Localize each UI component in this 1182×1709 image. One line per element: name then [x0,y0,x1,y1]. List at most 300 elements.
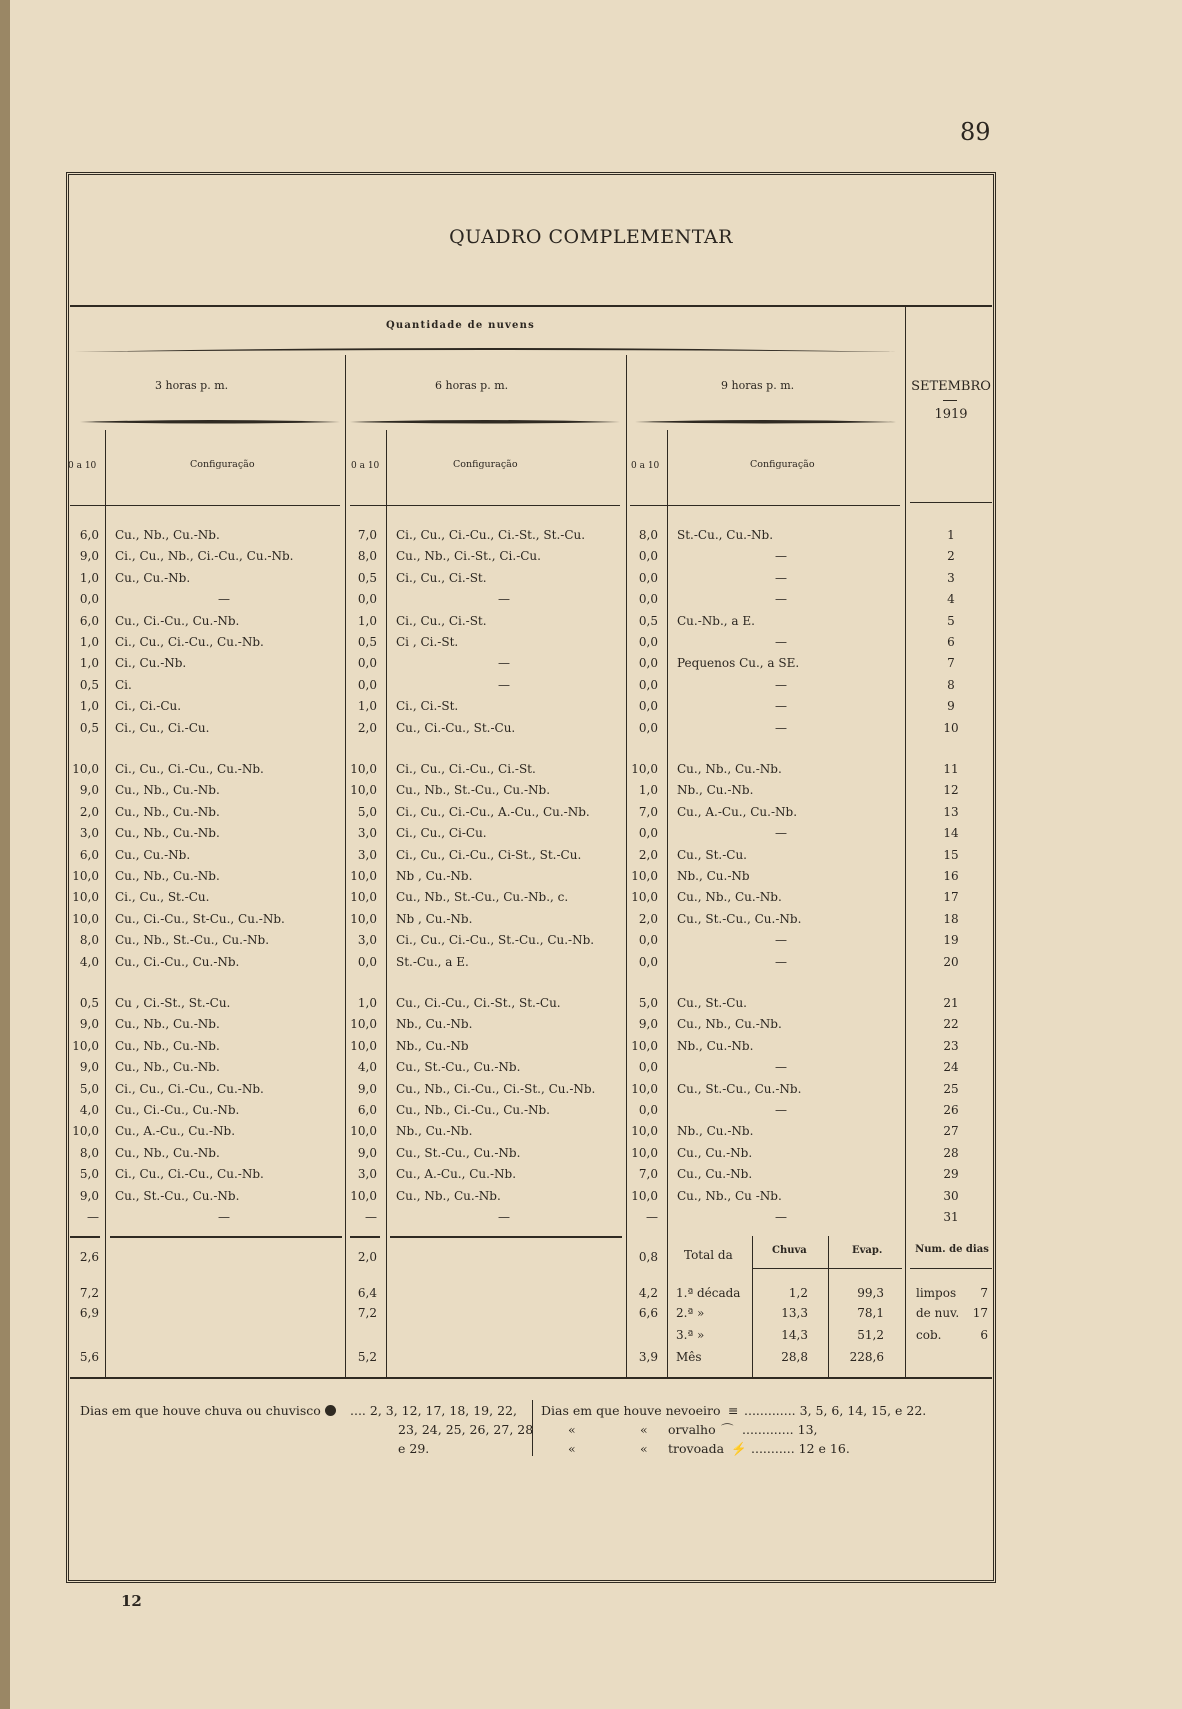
cloud-value-6pm: 10,0 [350,1038,377,1053]
cloud-config-3pm: Ci., Cu., Ci.-Cu., Cu.-Nb. [115,635,264,649]
totals-row-chuva: 28,8 [781,1350,808,1364]
divider-month-column [905,307,906,1377]
cloud-config-9pm: Nb., Cu.-Nb [677,869,750,883]
average-3pm: 7,2 [79,1286,99,1300]
cloud-config-3pm: Ci. [115,677,132,692]
cloud-value-9pm: 5,0 [638,996,658,1010]
rule-header-3 [70,505,340,506]
rain-days-3: e 29. [398,1441,430,1456]
totals-evap-header: Evap. [852,1245,883,1256]
cloud-value-9pm: 10,0 [631,869,658,883]
rule-avg-6v [350,1236,380,1238]
numdias-value: 6 [980,1328,988,1342]
cloud-config-9pm: Cu., St.-Cu. [677,996,747,1010]
totals-header: Total da [684,1248,733,1262]
cloud-value-9pm: 0,0 [638,677,658,692]
cloud-value-9pm: 0,0 [638,720,658,735]
cloud-config-3pm: Cu., Nb., Cu.-Nb. [115,1038,220,1053]
cloud-config-3pm: Ci., Cu.-Nb. [115,656,187,671]
storm-days: ........... 12 e 16. [751,1441,850,1456]
group-header: Quantidade de nuvens [386,320,535,331]
cloud-config-6pm: Ci., Cu., Ci.-St. [396,613,487,628]
cloud-config-3pm: Ci., Cu., Ci.-Cu., Cu.-Nb. [115,1081,264,1096]
day-number: 30 [943,1188,959,1203]
cloud-config-9pm: — [775,1103,787,1117]
fog-label: Dias em que houve nevoeiro [541,1403,721,1418]
day-number: 28 [943,1145,959,1160]
cloud-value-6pm: 0,0 [357,954,377,969]
cloud-config-3pm: Cu , Ci.-St., St.-Cu. [115,996,231,1010]
rule-avg-3c [110,1236,342,1238]
cloud-config-6pm: — [498,656,510,671]
cloud-value-3pm: 1,0 [79,656,99,671]
cloud-value-3pm: 3,0 [79,826,99,841]
cloud-value-9pm: 8,0 [638,528,658,542]
average-9pm: 6,6 [638,1306,658,1320]
day-number: 11 [943,762,959,776]
cloud-value-9pm: 10,0 [631,1124,658,1139]
rule-header-9 [630,505,900,506]
cloud-value-3pm: 5,0 [79,1167,99,1182]
cloud-config-9pm: Pequenos Cu., a SE. [677,656,800,671]
cloud-value-6pm: 3,0 [357,847,377,862]
divider-3-values [105,430,106,1377]
cloud-config-6pm: Ci., Cu., Ci.-Cu., A.-Cu., Cu.-Nb. [396,804,590,819]
totals-row-label: 3.ª » [676,1328,705,1342]
cloud-config-6pm: Nb , Cu.-Nb. [396,869,473,883]
cloud-value-9pm: 10,0 [631,762,658,776]
cloud-config-6pm: Cu., St.-Cu., Cu.-Nb. [396,1145,521,1160]
cloud-value-3pm: 0,5 [79,720,99,735]
cloud-config-3pm: Ci., Cu., Ci.-Cu., Cu.-Nb. [115,762,264,776]
cloud-value-3pm: 5,0 [79,1081,99,1096]
rain-days-1: .... 2, 3, 12, 17, 18, 19, 22, [350,1403,517,1418]
scale-3pm: 0 a 10 [68,461,97,471]
cloud-value-9pm: 0,0 [638,1103,658,1117]
cloud-config-3pm: Cu., Nb., Cu.-Nb. [115,1017,220,1032]
cloud-config-6pm: Cu., A.-Cu., Cu.-Nb. [396,1167,517,1182]
cloud-value-6pm: 1,0 [357,996,377,1010]
cloud-config-6pm: Cu., Nb., Ci.-Cu., Cu.-Nb. [396,1103,550,1117]
day-number: 17 [943,890,959,905]
cloud-config-3pm: Cu., Nb., Cu.-Nb. [115,1060,220,1075]
cloud-config-9pm: Cu., St.-Cu., Cu.-Nb. [677,911,802,926]
cloud-value-6pm: 1,0 [357,699,377,714]
day-number: 27 [943,1124,959,1139]
cloud-config-9pm: Cu., Cu.-Nb. [677,1167,753,1182]
cloud-value-3pm: 0,0 [79,592,99,607]
cloud-value-6pm: 2,0 [357,720,377,735]
cloud-config-3pm: Cu., Cu.-Nb. [115,847,191,862]
cloud-config-9pm: — [775,933,787,948]
cloud-config-3pm: — [218,592,230,607]
day-number: 5 [947,613,955,628]
swoosh-6pm [350,418,620,426]
cloud-value-3pm: 4,0 [79,954,99,969]
day-number: 21 [943,996,959,1010]
day-number: 18 [943,911,959,926]
cloud-value-9pm: 0,0 [638,592,658,607]
cloud-value-9pm: 0,0 [638,570,658,585]
cloud-config-6pm: Cu., Ci.-Cu., St.-Cu. [396,720,516,735]
cloud-value-6pm: 3,0 [357,826,377,841]
cloud-value-3pm: 1,0 [79,570,99,585]
cloud-value-3pm: 9,0 [79,1017,99,1032]
page-number: 89 [960,118,991,146]
cloud-config-9pm: Cu.-Nb., a E. [677,613,755,628]
day-number: 8 [947,677,955,692]
cloud-value-6pm: 10,0 [350,890,377,905]
cloud-value-9pm: 7,0 [638,804,658,819]
cloud-config-3pm: Ci., Ci.-Cu. [115,699,182,714]
numdias-label: de nuv. [916,1306,960,1320]
day-number: 31 [943,1210,959,1224]
cloud-value-3pm: 9,0 [79,1188,99,1203]
cloud-config-6pm: Cu., St.-Cu., Cu.-Nb. [396,1060,521,1075]
cloud-value-9pm: — [646,1210,658,1224]
cloud-value-9pm: 0,0 [638,549,658,564]
day-number: 26 [943,1103,959,1117]
cloud-config-3pm: Cu., Nb., Cu.-Nb. [115,528,220,542]
cloud-value-9pm: 7,0 [638,1167,658,1182]
day-number: 2 [947,549,955,564]
cloud-value-6pm: 10,0 [350,1017,377,1032]
cloud-config-6pm: Nb., Cu.-Nb. [396,1124,473,1139]
divider-9-values [667,430,668,1377]
cloud-config-6pm: Cu., Nb., St.-Cu., Cu.-Nb., c. [396,890,569,905]
numdias-label: limpos [916,1286,957,1300]
day-number: 10 [943,720,959,735]
day-number: 14 [943,826,959,841]
storm-icon: ⚡ [731,1441,747,1456]
average-9pm: 3,9 [638,1350,658,1364]
day-number: 1 [947,528,955,542]
cloud-config-9pm: Nb., Cu.-Nb. [677,1124,754,1139]
cloud-value-3pm: 1,0 [79,699,99,714]
cloud-value-9pm: 0,0 [638,933,658,948]
cloud-config-9pm: — [775,826,787,841]
cloud-value-3pm: 0,5 [79,996,99,1010]
cloud-config-3pm: — [218,1210,230,1224]
cloud-config-9pm: — [775,1210,787,1224]
cloud-config-9pm: Cu., Cu.-Nb. [677,1145,753,1160]
cloud-value-3pm: 10,0 [72,869,99,883]
cloud-value-6pm: 0,0 [357,592,377,607]
dew-quote-1: « [568,1422,576,1437]
cloud-config-9pm: — [775,954,787,969]
rain-days-2: 23, 24, 25, 26, 27, 28 [398,1422,534,1437]
cloud-config-6pm: Ci., Cu., Ci.-St. [396,570,487,585]
dew-icon: ⌒ [721,1422,734,1437]
day-number: 4 [947,592,955,607]
cloud-config-9pm: Cu., Nb., Cu -Nb. [677,1188,782,1203]
totals-row-evap: 51,2 [857,1328,884,1342]
swoosh-group [74,346,896,356]
cloud-value-3pm: 9,0 [79,549,99,564]
table-title: QUADRO COMPLEMENTAR [449,226,733,248]
cloud-value-9pm: 10,0 [631,1145,658,1160]
totals-row-label: 1.ª década [676,1286,741,1300]
cloud-value-6pm: 10,0 [350,1188,377,1203]
cloud-config-3pm: Cu., Ci.-Cu., Cu.-Nb. [115,954,240,969]
cloud-config-9pm: — [775,720,787,735]
cloud-config-9pm: Cu., Nb., Cu.-Nb. [677,762,782,776]
rule-above-notes [70,1377,992,1379]
cloud-value-9pm: 0,0 [638,656,658,671]
cloud-value-6pm: 0,5 [357,635,377,649]
totals-row-evap: 228,6 [849,1350,884,1364]
config-9pm: Configuração [750,459,815,470]
cloud-config-6pm: Nb , Cu.-Nb. [396,911,473,926]
day-number: 20 [943,954,959,969]
cloud-config-3pm: Ci., Cu., Nb., Ci.-Cu., Cu.-Nb. [115,549,294,564]
cloud-value-3pm: 4,0 [79,1103,99,1117]
cloud-config-6pm: Cu., Nb., Ci.-Cu., Ci.-St., Cu.-Nb. [396,1081,596,1096]
cloud-value-6pm: 9,0 [357,1145,377,1160]
day-number: 9 [947,699,955,714]
cloud-config-6pm: Ci , Ci.-St. [396,635,459,649]
cloud-config-6pm: Cu., Ci.-Cu., Ci.-St., St.-Cu. [396,996,561,1010]
cloud-config-6pm: Nb., Cu.-Nb [396,1038,469,1053]
cloud-value-3pm: 10,0 [72,762,99,776]
cloud-config-9pm: Cu., St.-Cu. [677,847,747,862]
period-3pm: 3 horas p. m. [155,379,229,392]
cloud-config-9pm: — [775,699,787,714]
rule-under-title [70,305,992,307]
average-3pm: 2,6 [79,1250,99,1264]
average-3pm: 5,6 [79,1350,99,1364]
day-number: 24 [943,1060,959,1075]
year-label: 1919 [934,407,968,422]
cloud-value-6pm: 10,0 [350,911,377,926]
cloud-config-3pm: Cu., Nb., Cu.-Nb. [115,783,220,798]
cloud-config-9pm: — [775,549,787,564]
cloud-value-9pm: 0,0 [638,954,658,969]
cloud-config-9pm: St.-Cu., Cu.-Nb. [677,528,774,542]
numdias-label: cob. [916,1328,942,1342]
cloud-value-9pm: 10,0 [631,890,658,905]
cloud-value-6pm: 3,0 [357,933,377,948]
cloud-config-6pm: Cu., Nb., St.-Cu., Cu.-Nb. [396,783,551,798]
cloud-value-3pm: 0,5 [79,677,99,692]
day-number: 16 [943,869,959,883]
cloud-config-9pm: Cu., St.-Cu., Cu.-Nb. [677,1081,802,1096]
day-number: 22 [943,1017,959,1032]
cloud-value-6pm: 8,0 [357,549,377,564]
cloud-value-3pm: 2,0 [79,804,99,819]
cloud-config-9pm: Nb., Cu.-Nb. [677,783,754,798]
fog-days: ............. 3, 5, 6, 14, 15, e 22. [744,1403,927,1418]
numdias-value: 7 [980,1286,988,1300]
cloud-config-9pm: — [775,570,787,585]
cloud-value-6pm: — [365,1210,377,1224]
rain-label-text: Dias em que houve chuva ou chuvisco [80,1403,321,1418]
cloud-value-9pm: 0,0 [638,1060,658,1075]
period-9pm: 9 horas p. m. [721,379,795,392]
cloud-config-6pm: Ci., Cu., Ci.-Cu., St.-Cu., Cu.-Nb. [396,933,595,948]
swoosh-9pm [634,418,896,426]
scale-6pm: 0 a 10 [351,461,380,471]
day-number: 19 [943,933,959,948]
cloud-value-6pm: 3,0 [357,1167,377,1182]
cloud-value-6pm: 10,0 [350,762,377,776]
day-number: 25 [943,1081,959,1096]
month-dash [943,400,957,401]
storm-quote-2: « [640,1441,648,1456]
cloud-value-6pm: 7,0 [357,528,377,542]
cloud-config-3pm: Cu., Ci.-Cu., Cu.-Nb. [115,613,240,628]
rule-header-6 [350,505,620,506]
average-3pm: 6,9 [79,1306,99,1320]
cloud-config-9pm: — [775,592,787,607]
cloud-value-9pm: 0,0 [638,635,658,649]
rule-numdias-header [910,1268,992,1269]
rain-icon [325,1405,336,1416]
average-9pm: 4,2 [638,1286,658,1300]
average-6pm: 7,2 [357,1306,377,1320]
swoosh-3pm [80,418,340,426]
dew-days: ............. 13, [742,1422,818,1437]
totals-chuva-header: Chuva [772,1245,807,1256]
cloud-config-3pm: Cu., Nb., Cu.-Nb. [115,869,220,883]
cloud-config-9pm: Cu., A.-Cu., Cu.-Nb. [677,804,798,819]
cloud-config-3pm: Ci., Cu., St.-Cu. [115,890,210,905]
cloud-config-3pm: Cu., Ci.-Cu., St-Cu., Cu.-Nb. [115,911,285,926]
average-6pm: 5,2 [357,1350,377,1364]
cloud-value-3pm: 10,0 [72,890,99,905]
dew-label: orvalho [668,1422,716,1437]
cloud-value-9pm: 10,0 [631,1188,658,1203]
cloud-config-6pm: Nb., Cu.-Nb. [396,1017,473,1032]
cloud-value-3pm: 6,0 [79,613,99,628]
cloud-config-9pm: Cu., Nb., Cu.-Nb. [677,1017,782,1032]
cloud-config-6pm: Ci., Cu., Ci.-Cu., Ci-St., St.-Cu. [396,847,582,862]
cloud-config-6pm: — [498,1210,510,1224]
cloud-value-6pm: 10,0 [350,1124,377,1139]
config-3pm: Configuração [190,459,255,470]
cloud-value-9pm: 1,0 [638,783,658,798]
cloud-value-6pm: 5,0 [357,804,377,819]
cloud-config-9pm: — [775,677,787,692]
day-number: 6 [947,635,955,649]
cloud-config-3pm: Ci., Cu., Ci.-Cu., Cu.-Nb. [115,1167,264,1182]
cloud-value-6pm: 0,0 [357,677,377,692]
cloud-config-3pm: Cu., Ci.-Cu., Cu.-Nb. [115,1103,240,1117]
numdias-header: Num. de dias [915,1244,989,1255]
book-spine [0,0,10,1709]
cloud-value-3pm: 6,0 [79,528,99,542]
storm-label: trovoada [668,1441,725,1456]
cloud-config-6pm: Ci., Cu., Ci.-Cu., Ci.-St., St.-Cu. [396,528,586,542]
storm-quote-1: « [568,1441,576,1456]
totals-row-chuva: 13,3 [781,1306,808,1320]
day-number: 15 [943,847,959,862]
divider-totals-label [752,1236,753,1377]
cloud-config-3pm: Cu., Cu.-Nb. [115,570,191,585]
cloud-config-6pm: Ci., Cu., Ci-Cu. [396,826,487,841]
cloud-value-9pm: 0,5 [638,613,658,628]
divider-6-values [386,430,387,1377]
cloud-value-9pm: 0,0 [638,699,658,714]
cloud-config-6pm: Ci., Ci.-St. [396,699,459,714]
cloud-config-9pm: — [775,1060,787,1075]
totals-row-chuva: 14,3 [781,1328,808,1342]
cloud-config-6pm: Cu., Nb., Cu.-Nb. [396,1188,501,1203]
dew-quote-2: « [640,1422,648,1437]
totals-row-evap: 99,3 [857,1286,884,1300]
cloud-value-6pm: 4,0 [357,1060,377,1075]
cloud-config-6pm: Ci., Cu., Ci.-Cu., Ci.-St. [396,762,536,776]
cloud-config-6pm: — [498,677,510,692]
average-9pm: 0,8 [638,1250,658,1264]
numdias-value: 17 [972,1306,988,1320]
rain-label [80,1403,336,1418]
day-number: 12 [943,783,959,798]
totals-row-label: 2.ª » [676,1306,705,1320]
totals-row-evap: 78,1 [857,1306,884,1320]
cloud-value-3pm: 6,0 [79,847,99,862]
cloud-config-6pm: St.-Cu., a E. [396,954,469,969]
cloud-value-3pm: 10,0 [72,1124,99,1139]
scale-9pm: 0 a 10 [631,461,660,471]
cloud-config-3pm: Cu., Nb., St.-Cu., Cu.-Nb. [115,933,270,948]
rule-avg-6c [390,1236,622,1238]
divider-totals-chuva [828,1236,829,1377]
cloud-value-9pm: 2,0 [638,847,658,862]
cloud-value-3pm: 8,0 [79,933,99,948]
footer-signature: 12 [121,1592,142,1610]
cloud-value-6pm: 10,0 [350,783,377,798]
cloud-config-6pm: Cu., Nb., Ci.-St., Ci.-Cu. [396,549,541,564]
cloud-value-6pm: 9,0 [357,1081,377,1096]
cloud-config-3pm: Ci., Cu., Ci.-Cu. [115,720,210,735]
rule-header-month [910,502,992,503]
month-label: SETEMBRO [911,379,991,394]
day-number: 29 [943,1167,959,1182]
totals-row-label: Mês [676,1350,702,1364]
cloud-value-3pm: 1,0 [79,635,99,649]
cloud-value-9pm: 0,0 [638,826,658,841]
cloud-config-3pm: Cu., A.-Cu., Cu.-Nb. [115,1124,236,1139]
cloud-value-9pm: 10,0 [631,1038,658,1053]
cloud-value-3pm: 8,0 [79,1145,99,1160]
day-number: 13 [943,804,959,819]
rule-avg-3v [70,1236,100,1238]
cloud-value-6pm: 0,0 [357,656,377,671]
day-number: 23 [943,1038,959,1053]
cloud-config-9pm: — [775,635,787,649]
day-number: 7 [947,656,955,671]
cloud-value-3pm: 10,0 [72,1038,99,1053]
config-6pm: Configuração [453,459,518,470]
cloud-config-9pm: Nb., Cu.-Nb. [677,1038,754,1053]
cloud-config-6pm: — [498,592,510,607]
totals-row-chuva: 1,2 [788,1286,808,1300]
cloud-value-3pm: 9,0 [79,783,99,798]
cloud-value-9pm: 10,0 [631,1081,658,1096]
cloud-config-9pm: Cu., Nb., Cu.-Nb. [677,890,782,905]
cloud-config-3pm: Cu., Nb., Cu.-Nb. [115,826,220,841]
fog-icon: ≡ [728,1403,739,1418]
cloud-config-3pm: Cu., Nb., Cu.-Nb. [115,1145,220,1160]
cloud-value-3pm: — [87,1210,99,1224]
cloud-value-6pm: 10,0 [350,869,377,883]
average-6pm: 2,0 [357,1250,377,1264]
cloud-value-9pm: 9,0 [638,1017,658,1032]
day-number: 3 [947,570,955,585]
cloud-value-3pm: 9,0 [79,1060,99,1075]
cloud-config-3pm: Cu., St.-Cu., Cu.-Nb. [115,1188,240,1203]
